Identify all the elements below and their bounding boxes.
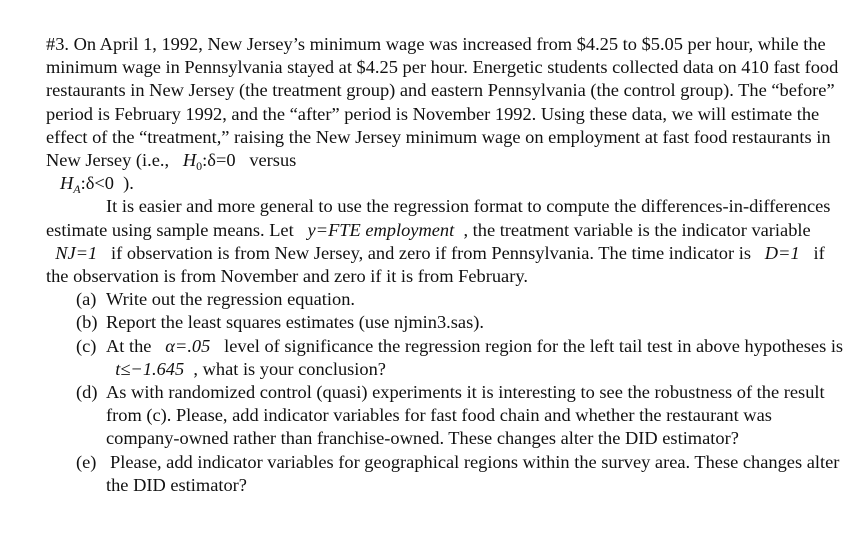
part-b: [46, 311, 846, 334]
part-b-text: Report the least squares estimates (use njmin3.sas).: [106, 312, 484, 333]
part-c-label: (c): [76, 335, 97, 356]
null-hypothesis: $H_0:\delta=0$: [182, 150, 236, 174]
part-d: [46, 381, 846, 451]
part-e: [46, 451, 846, 497]
part-d-text: As with randomized control (quasi) experiments it is interesting to see the robustness of the result from (c). Please, add indicator variables for fast food chain and whether the restaurant was company-owned rather than franchise-owned. These changes alter the DID estimator?: [106, 382, 825, 449]
part-c-text: At the α=.05 level of significance the regression region for the left tail test in above hypotheses is t≤−1.645 , what is your conclusion?: [106, 335, 844, 379]
alternative-hypothesis-line: [46, 172, 846, 195]
critical-region: t≤−1.645: [115, 358, 185, 379]
problem-document: [46, 33, 846, 497]
paragraph-text-1: It is easier and more general to use the regression format to compute the differences-in-differences estimate using sample means. Let: [46, 196, 831, 240]
regression-paragraph: [46, 195, 846, 288]
part-a-text: Write out the regression equation.: [106, 289, 355, 310]
versus-word: versus: [249, 150, 297, 171]
question-intro: [46, 33, 846, 172]
paragraph-text-4: if the observation is from November and zero if it is from February.: [46, 242, 825, 287]
part-c: [46, 335, 846, 381]
question-parts: [46, 288, 846, 497]
part-e-label: (e): [76, 451, 97, 472]
alternative-hypothesis: $H_A:\delta<0$: [60, 173, 114, 197]
question-intro-text: On April 1, 1992, New Jersey’s minimum wage was increased from $4.25 to $5.05 per hour, while the minimum wage in Pennsylvania stayed at $4.25 per hour. Energetic students collected data on 410 fast food restaurants in New Jersey (the treatment group) and eastern Pennsylvania (the control group). The “before” period is February 1992, and the “after” period is November 1992. Using these data, we will estimate the effect of the “treatment,” raising the New Jersey minimum wage on employment at fast food restaurants in New Jersey (i.e.,: [46, 34, 839, 171]
alpha-level: α=.05: [165, 335, 211, 356]
part-a-label: (a): [76, 289, 97, 310]
d-definition: D=1: [764, 242, 800, 263]
paragraph-text-2: , the treatment variable is the indicator variable: [463, 219, 811, 240]
paragraph-text-3: if observation is from New Jersey, and zero if from Pennsylvania. The time indicator is: [111, 242, 751, 263]
hypothesis-close: ).: [123, 173, 134, 194]
part-b-label: (b): [76, 312, 98, 333]
part-a: [46, 288, 846, 311]
nj-definition: NJ=1: [55, 242, 98, 263]
part-e-text: Please, add indicator variables for geographical regions within the survey area. These changes alter the DID estimator?: [106, 451, 840, 495]
part-d-label: (d): [76, 382, 98, 403]
y-definition: y=FTE employment: [307, 219, 455, 240]
question-number: #3.: [46, 34, 69, 54]
